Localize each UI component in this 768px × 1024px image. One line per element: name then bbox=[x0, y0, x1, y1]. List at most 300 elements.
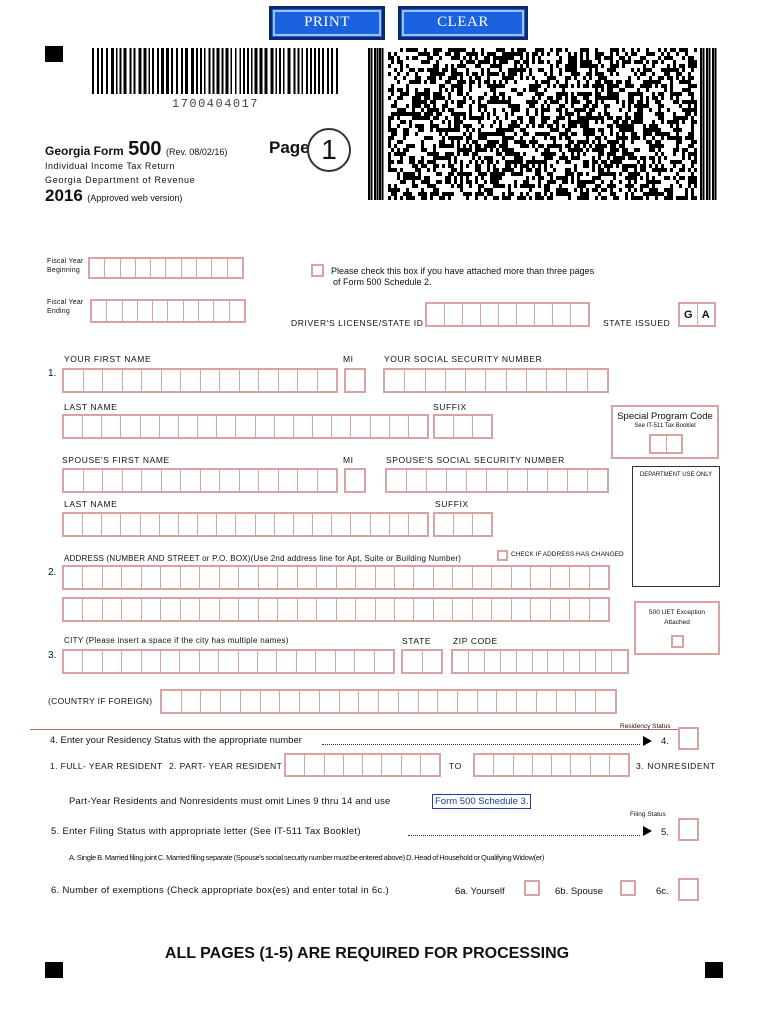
character-cell[interactable] bbox=[478, 691, 498, 712]
state-issued-input[interactable]: G A bbox=[678, 302, 716, 327]
character-cell[interactable] bbox=[356, 599, 375, 620]
character-cell[interactable] bbox=[419, 691, 439, 712]
character-cell[interactable] bbox=[181, 567, 200, 588]
address-line-2-input[interactable] bbox=[62, 597, 610, 622]
character-cell[interactable] bbox=[318, 470, 337, 491]
character-cell[interactable] bbox=[278, 599, 297, 620]
character-cell[interactable] bbox=[236, 514, 255, 535]
character-cell[interactable] bbox=[466, 370, 486, 391]
suffix-input[interactable] bbox=[433, 414, 493, 439]
character-cell[interactable] bbox=[508, 470, 528, 491]
residency-to-date-input[interactable] bbox=[473, 753, 630, 777]
character-cell[interactable] bbox=[568, 470, 588, 491]
character-cell[interactable] bbox=[463, 304, 481, 325]
character-cell[interactable] bbox=[356, 567, 375, 588]
character-cell[interactable] bbox=[201, 370, 221, 391]
character-cell[interactable] bbox=[453, 599, 472, 620]
character-cell[interactable] bbox=[447, 470, 467, 491]
character-cell[interactable] bbox=[123, 370, 143, 391]
character-cell[interactable] bbox=[142, 370, 162, 391]
character-cell[interactable] bbox=[103, 651, 122, 672]
character-cell[interactable] bbox=[454, 514, 473, 535]
character-cell[interactable] bbox=[375, 651, 393, 672]
character-cell[interactable] bbox=[138, 301, 153, 321]
schedule-3-link[interactable]: Form 500 Schedule 3. bbox=[432, 794, 531, 809]
character-cell[interactable] bbox=[103, 470, 123, 491]
character-cell[interactable] bbox=[458, 691, 478, 712]
character-cell[interactable] bbox=[151, 259, 166, 277]
character-cell[interactable] bbox=[318, 370, 337, 391]
character-cell[interactable] bbox=[198, 416, 217, 437]
character-cell[interactable] bbox=[198, 514, 217, 535]
character-cell[interactable] bbox=[527, 370, 547, 391]
character-cell[interactable] bbox=[90, 259, 105, 277]
character-cell[interactable] bbox=[256, 514, 275, 535]
character-cell[interactable] bbox=[473, 567, 492, 588]
character-cell[interactable] bbox=[548, 651, 564, 672]
character-cell[interactable] bbox=[217, 514, 236, 535]
character-cell[interactable] bbox=[200, 599, 219, 620]
character-cell[interactable] bbox=[241, 691, 261, 712]
fiscal-year-ending-label: Fiscal Year Ending bbox=[47, 299, 84, 315]
character-cell[interactable] bbox=[399, 691, 419, 712]
character-cell[interactable] bbox=[64, 470, 84, 491]
character-cell[interactable] bbox=[517, 651, 533, 672]
character-cell[interactable] bbox=[84, 470, 104, 491]
character-cell[interactable] bbox=[564, 651, 580, 672]
residency-from-date-input[interactable] bbox=[284, 753, 441, 777]
exemption-total-input[interactable] bbox=[678, 878, 699, 901]
character-cell[interactable] bbox=[317, 599, 336, 620]
character-cell[interactable] bbox=[256, 416, 275, 437]
character-cell[interactable] bbox=[497, 691, 517, 712]
character-cell[interactable] bbox=[344, 755, 363, 775]
character-cell[interactable] bbox=[547, 370, 567, 391]
print-button[interactable]: PRINT bbox=[269, 6, 385, 40]
character-cell[interactable] bbox=[64, 370, 84, 391]
character-cell[interactable] bbox=[501, 651, 517, 672]
character-cell[interactable] bbox=[279, 370, 299, 391]
residency-to-label: TO bbox=[449, 761, 462, 771]
character-cell[interactable] bbox=[351, 416, 370, 437]
ssn-input[interactable] bbox=[383, 368, 609, 393]
character-cell[interactable] bbox=[142, 599, 161, 620]
character-cell[interactable] bbox=[537, 691, 557, 712]
character-cell[interactable] bbox=[580, 651, 596, 672]
character-cell[interactable] bbox=[230, 301, 244, 321]
fiscal-year-ending-input[interactable] bbox=[90, 299, 246, 323]
first-name-input[interactable] bbox=[62, 368, 338, 393]
character-cell[interactable] bbox=[313, 416, 332, 437]
character-cell[interactable] bbox=[258, 651, 277, 672]
character-cell[interactable] bbox=[277, 651, 296, 672]
character-cell[interactable] bbox=[405, 370, 425, 391]
character-cell[interactable] bbox=[92, 301, 107, 321]
character-cell[interactable] bbox=[316, 651, 335, 672]
address-changed-checkbox[interactable] bbox=[497, 550, 508, 561]
character-cell[interactable] bbox=[217, 416, 236, 437]
special-program-title: Special Program Code bbox=[617, 411, 713, 422]
character-cell[interactable] bbox=[219, 651, 238, 672]
character-cell[interactable] bbox=[434, 599, 453, 620]
character-cell[interactable] bbox=[181, 599, 200, 620]
character-cell[interactable] bbox=[162, 370, 182, 391]
character-cell[interactable] bbox=[214, 301, 229, 321]
character-cell[interactable] bbox=[121, 259, 136, 277]
character-cell[interactable] bbox=[228, 259, 242, 277]
character-cell[interactable] bbox=[533, 651, 549, 672]
character-cell[interactable] bbox=[557, 691, 577, 712]
character-cell[interactable] bbox=[197, 259, 212, 277]
character-cell[interactable] bbox=[220, 370, 240, 391]
character-cell[interactable] bbox=[121, 416, 140, 437]
character-cell[interactable] bbox=[376, 567, 395, 588]
drivers-license-label: DRIVER'S LICENSE/STATE ID bbox=[291, 318, 424, 328]
schedule-2-checkbox[interactable] bbox=[311, 264, 324, 277]
character-cell[interactable] bbox=[317, 567, 336, 588]
character-cell[interactable] bbox=[181, 370, 201, 391]
character-cell[interactable] bbox=[481, 304, 499, 325]
character-cell[interactable] bbox=[320, 691, 340, 712]
character-cell[interactable] bbox=[123, 470, 143, 491]
exemption-yourself-checkbox[interactable] bbox=[524, 880, 540, 896]
character-cell[interactable] bbox=[286, 755, 305, 775]
character-cell[interactable] bbox=[142, 651, 161, 672]
residency-line-number: 4. bbox=[661, 736, 669, 747]
character-cell[interactable] bbox=[298, 370, 318, 391]
fiscal-year-beginning-input[interactable] bbox=[88, 257, 244, 279]
character-cell[interactable] bbox=[181, 470, 201, 491]
character-cell[interactable] bbox=[667, 436, 682, 452]
character-cell[interactable] bbox=[435, 514, 454, 535]
character-cell[interactable] bbox=[201, 470, 221, 491]
character-cell[interactable] bbox=[336, 651, 355, 672]
character-cell[interactable] bbox=[182, 691, 202, 712]
clear-button[interactable]: CLEAR bbox=[398, 6, 528, 40]
character-cell[interactable] bbox=[514, 755, 533, 775]
character-cell[interactable] bbox=[221, 691, 241, 712]
character-cell[interactable] bbox=[168, 301, 183, 321]
character-cell[interactable] bbox=[651, 436, 667, 452]
character-cell[interactable] bbox=[591, 755, 610, 775]
character-cell[interactable] bbox=[590, 567, 608, 588]
character-cell[interactable] bbox=[275, 514, 294, 535]
character-cell[interactable] bbox=[567, 370, 587, 391]
character-cell[interactable] bbox=[64, 651, 83, 672]
character-cell[interactable] bbox=[421, 755, 439, 775]
character-cell[interactable] bbox=[153, 301, 168, 321]
character-cell[interactable] bbox=[531, 567, 550, 588]
character-cell[interactable] bbox=[548, 470, 568, 491]
character-cell[interactable] bbox=[64, 599, 83, 620]
barcode bbox=[92, 48, 342, 94]
character-cell[interactable] bbox=[325, 755, 344, 775]
character-cell[interactable] bbox=[570, 599, 589, 620]
drivers-license-input[interactable] bbox=[425, 302, 590, 327]
character-cell[interactable] bbox=[517, 304, 535, 325]
character-cell[interactable] bbox=[298, 470, 318, 491]
character-cell[interactable] bbox=[438, 691, 458, 712]
character-cell[interactable] bbox=[83, 599, 102, 620]
character-cell[interactable] bbox=[142, 567, 161, 588]
character-cell[interactable] bbox=[473, 599, 492, 620]
character-cell[interactable] bbox=[64, 514, 83, 535]
character-cell[interactable] bbox=[199, 301, 214, 321]
character-cell[interactable] bbox=[294, 514, 313, 535]
character-cell[interactable] bbox=[414, 567, 433, 588]
character-cell[interactable] bbox=[142, 470, 162, 491]
character-cell[interactable] bbox=[409, 514, 427, 535]
spouse-first-name-input[interactable] bbox=[62, 468, 338, 493]
uet-exception-checkbox[interactable] bbox=[671, 635, 684, 648]
character-cell[interactable] bbox=[162, 470, 182, 491]
character-cell[interactable] bbox=[200, 651, 219, 672]
exemptions-instruction: 6. Number of exemptions (Check appropriate box(es) and enter total in 6c.) bbox=[51, 885, 389, 896]
character-cell[interactable] bbox=[552, 755, 571, 775]
character-cell[interactable] bbox=[426, 370, 446, 391]
character-cell[interactable] bbox=[280, 691, 300, 712]
form-title: Georgia Form 500 (Rev. 08/02/16) bbox=[45, 138, 228, 160]
character-cell[interactable] bbox=[379, 691, 399, 712]
character-cell[interactable] bbox=[179, 416, 198, 437]
character-cell[interactable] bbox=[531, 599, 550, 620]
spouse-last-name-input[interactable] bbox=[62, 512, 429, 537]
character-cell[interactable] bbox=[332, 416, 351, 437]
character-cell[interactable] bbox=[103, 567, 122, 588]
character-cell[interactable] bbox=[385, 370, 405, 391]
character-cell[interactable] bbox=[122, 651, 141, 672]
character-cell[interactable] bbox=[376, 599, 395, 620]
character-cell[interactable] bbox=[434, 567, 453, 588]
character-cell[interactable] bbox=[279, 470, 299, 491]
character-cell[interactable] bbox=[512, 599, 531, 620]
character-cell[interactable] bbox=[492, 599, 511, 620]
character-cell[interactable] bbox=[141, 514, 160, 535]
character-cell[interactable] bbox=[121, 514, 140, 535]
character-cell[interactable] bbox=[236, 416, 255, 437]
character-cell[interactable] bbox=[313, 514, 332, 535]
character-cell[interactable] bbox=[485, 651, 501, 672]
character-cell[interactable] bbox=[395, 599, 414, 620]
character-cell[interactable] bbox=[220, 470, 240, 491]
character-cell[interactable] bbox=[403, 651, 423, 672]
character-cell[interactable] bbox=[298, 567, 317, 588]
character-cell[interactable] bbox=[220, 567, 239, 588]
character-cell[interactable] bbox=[371, 416, 390, 437]
character-cell[interactable] bbox=[180, 651, 199, 672]
character-cell[interactable] bbox=[278, 567, 297, 588]
character-cell[interactable] bbox=[535, 304, 553, 325]
special-program-input[interactable] bbox=[649, 434, 683, 454]
character-cell[interactable] bbox=[123, 301, 138, 321]
spouse-suffix-input[interactable] bbox=[433, 512, 493, 537]
address-changed-label: CHECK IF ADDRESS HAS CHANGED bbox=[511, 551, 624, 558]
character-cell[interactable] bbox=[533, 755, 552, 775]
character-cell[interactable] bbox=[576, 691, 596, 712]
character-cell[interactable] bbox=[200, 567, 219, 588]
character-cell[interactable] bbox=[340, 691, 360, 712]
character-cell[interactable] bbox=[300, 691, 320, 712]
character-cell[interactable] bbox=[467, 470, 487, 491]
character-cell[interactable] bbox=[83, 651, 102, 672]
character-cell[interactable] bbox=[220, 599, 239, 620]
department-use-label: DEPARTMENT USE ONLY bbox=[639, 472, 713, 478]
character-cell[interactable] bbox=[261, 691, 281, 712]
character-cell[interactable] bbox=[475, 755, 494, 775]
character-cell[interactable] bbox=[517, 691, 537, 712]
character-cell[interactable] bbox=[512, 567, 531, 588]
character-cell[interactable] bbox=[184, 301, 199, 321]
character-cell[interactable] bbox=[179, 514, 198, 535]
character-cell[interactable] bbox=[160, 514, 179, 535]
character-cell[interactable] bbox=[588, 470, 607, 491]
address-line-1-input[interactable] bbox=[62, 565, 610, 590]
character-cell[interactable] bbox=[298, 599, 317, 620]
character-cell[interactable] bbox=[103, 370, 123, 391]
character-cell[interactable] bbox=[588, 370, 607, 391]
character-cell[interactable] bbox=[162, 691, 182, 712]
character-cell[interactable] bbox=[122, 567, 141, 588]
character-cell[interactable] bbox=[161, 651, 180, 672]
character-cell[interactable] bbox=[107, 301, 122, 321]
registration-mark-bottom-right bbox=[705, 962, 723, 978]
part-year-note: Part-Year Residents and Nonresidents must omit Lines 9 thru 14 and use bbox=[69, 796, 391, 807]
character-cell[interactable] bbox=[371, 514, 390, 535]
character-cell[interactable] bbox=[610, 755, 628, 775]
character-cell[interactable] bbox=[409, 416, 427, 437]
character-cell[interactable] bbox=[390, 514, 409, 535]
city-input[interactable] bbox=[62, 649, 395, 674]
character-cell[interactable] bbox=[239, 599, 258, 620]
character-cell[interactable] bbox=[528, 470, 548, 491]
character-cell[interactable] bbox=[201, 691, 221, 712]
character-cell[interactable] bbox=[453, 651, 469, 672]
character-cell[interactable] bbox=[486, 370, 506, 391]
character-cell[interactable] bbox=[83, 514, 102, 535]
character-cell[interactable] bbox=[136, 259, 151, 277]
character-cell[interactable] bbox=[64, 416, 83, 437]
character-cell[interactable] bbox=[83, 567, 102, 588]
country-input[interactable] bbox=[160, 689, 617, 714]
character-cell[interactable] bbox=[84, 370, 104, 391]
character-cell[interactable] bbox=[363, 755, 382, 775]
character-cell[interactable] bbox=[305, 755, 324, 775]
character-cell[interactable] bbox=[240, 370, 260, 391]
character-cell[interactable] bbox=[414, 599, 433, 620]
spouse-mi-input[interactable] bbox=[344, 468, 366, 493]
filing-status-input[interactable] bbox=[678, 818, 699, 841]
character-cell[interactable] bbox=[423, 651, 442, 672]
character-cell[interactable] bbox=[102, 416, 121, 437]
character-cell[interactable] bbox=[240, 470, 260, 491]
last-name-input[interactable] bbox=[62, 414, 429, 439]
character-cell[interactable] bbox=[105, 259, 120, 277]
character-cell[interactable] bbox=[590, 599, 608, 620]
character-cell[interactable] bbox=[551, 599, 570, 620]
character-cell[interactable] bbox=[473, 416, 491, 437]
residency-status-input[interactable] bbox=[678, 727, 699, 750]
character-cell[interactable] bbox=[351, 514, 370, 535]
character-cell[interactable] bbox=[259, 599, 278, 620]
character-cell[interactable] bbox=[102, 514, 121, 535]
character-cell[interactable] bbox=[103, 599, 122, 620]
character-cell[interactable] bbox=[570, 567, 589, 588]
character-cell[interactable] bbox=[596, 651, 612, 672]
spouse-ssn-input[interactable] bbox=[385, 468, 609, 493]
character-cell[interactable] bbox=[122, 599, 141, 620]
character-cell[interactable] bbox=[454, 416, 473, 437]
character-cell[interactable] bbox=[359, 691, 379, 712]
character-cell[interactable] bbox=[553, 304, 571, 325]
character-cell[interactable] bbox=[297, 651, 316, 672]
character-cell[interactable] bbox=[445, 304, 463, 325]
character-cell[interactable] bbox=[435, 416, 454, 437]
character-cell[interactable] bbox=[182, 259, 197, 277]
character-cell[interactable] bbox=[494, 755, 513, 775]
first-name-label: YOUR FIRST NAME bbox=[64, 354, 152, 364]
character-cell[interactable] bbox=[259, 470, 279, 491]
special-program-box bbox=[611, 405, 719, 459]
character-cell[interactable] bbox=[469, 651, 485, 672]
character-cell[interactable] bbox=[407, 470, 427, 491]
character-cell[interactable] bbox=[161, 567, 180, 588]
zip-input[interactable] bbox=[451, 649, 629, 674]
character-cell[interactable] bbox=[259, 567, 278, 588]
character-cell[interactable] bbox=[382, 755, 401, 775]
character-cell[interactable] bbox=[487, 470, 507, 491]
character-cell[interactable] bbox=[294, 416, 313, 437]
character-cell[interactable] bbox=[390, 416, 409, 437]
character-cell[interactable] bbox=[275, 416, 294, 437]
character-cell[interactable] bbox=[83, 416, 102, 437]
mi-input[interactable] bbox=[344, 368, 366, 393]
character-cell[interactable] bbox=[239, 651, 258, 672]
tax-year: 2016 (Approved web version) bbox=[45, 186, 183, 205]
line-1-number: 1. bbox=[48, 368, 57, 379]
character-cell[interactable] bbox=[166, 259, 181, 277]
character-cell[interactable] bbox=[596, 691, 615, 712]
character-cell[interactable] bbox=[355, 651, 374, 672]
character-cell[interactable] bbox=[212, 259, 227, 277]
character-cell[interactable] bbox=[507, 370, 527, 391]
character-cell[interactable] bbox=[337, 599, 356, 620]
character-cell[interactable] bbox=[612, 651, 627, 672]
character-cell[interactable] bbox=[571, 304, 588, 325]
state-input[interactable] bbox=[401, 649, 443, 674]
character-cell[interactable] bbox=[473, 514, 491, 535]
character-cell[interactable] bbox=[427, 470, 447, 491]
exemption-spouse-checkbox[interactable] bbox=[620, 880, 636, 896]
character-cell[interactable] bbox=[551, 567, 570, 588]
character-cell[interactable] bbox=[446, 370, 466, 391]
character-cell[interactable] bbox=[337, 567, 356, 588]
character-cell[interactable] bbox=[239, 567, 258, 588]
character-cell[interactable] bbox=[141, 416, 160, 437]
character-cell[interactable] bbox=[499, 304, 517, 325]
character-cell[interactable] bbox=[259, 370, 279, 391]
character-cell[interactable] bbox=[387, 470, 407, 491]
character-cell[interactable] bbox=[161, 599, 180, 620]
character-cell[interactable] bbox=[427, 304, 445, 325]
character-cell[interactable] bbox=[332, 514, 351, 535]
character-cell[interactable] bbox=[395, 567, 414, 588]
character-cell[interactable] bbox=[402, 755, 421, 775]
character-cell[interactable] bbox=[64, 567, 83, 588]
character-cell[interactable] bbox=[571, 755, 590, 775]
character-cell[interactable] bbox=[453, 567, 472, 588]
character-cell[interactable] bbox=[492, 567, 511, 588]
character-cell[interactable] bbox=[160, 416, 179, 437]
